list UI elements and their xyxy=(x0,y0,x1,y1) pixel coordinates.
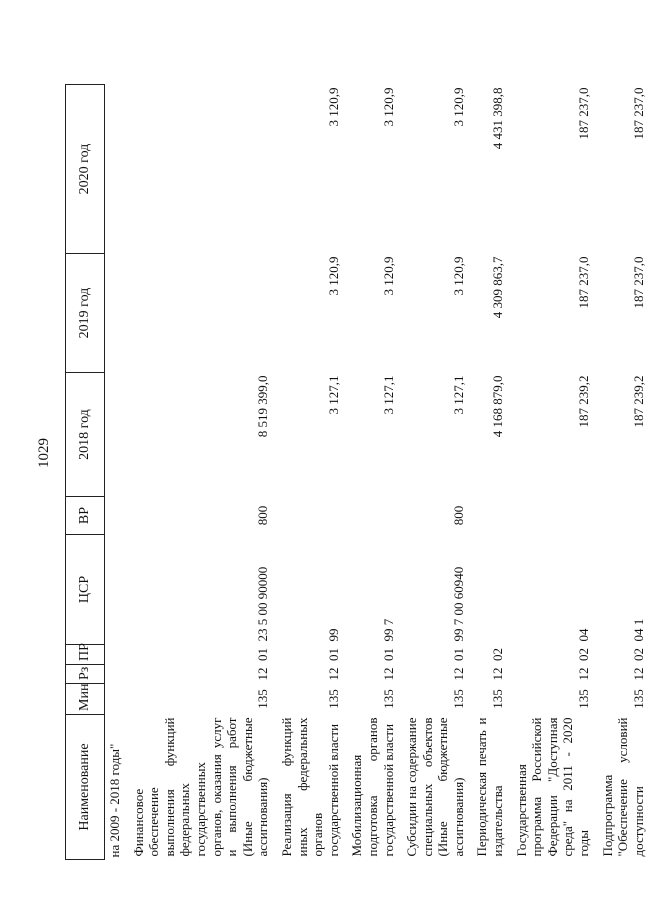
header-csr: ЦСР xyxy=(66,535,105,645)
row-min: 135 xyxy=(576,689,592,709)
table-row xyxy=(275,85,345,860)
row-name: Подпрограмма "Обеспечение условий доступности xyxy=(599,717,646,857)
row-2019: 3 120,9 xyxy=(325,256,341,296)
table-row xyxy=(127,85,275,860)
row-pr: 02 xyxy=(576,648,592,661)
row-2020: 3 120,9 xyxy=(325,87,341,127)
row-name: Государственная программа Российской Федерации "Доступная среда" на 2011 - 2020 годы xyxy=(513,717,592,857)
row-name: Субсидии на содержание специальных объектов (Иные бюджетные ассигнования) xyxy=(404,717,466,857)
row-2020: 3 120,9 xyxy=(380,87,396,127)
header-name: Наименование xyxy=(66,715,105,860)
row-2020 xyxy=(127,85,275,254)
table-header xyxy=(66,85,105,860)
row-rz: 12 xyxy=(630,667,646,681)
row-min: 135 xyxy=(380,689,396,709)
row-name: Периодическая печать и издательства xyxy=(474,717,506,857)
row-2019: 187 237,0 xyxy=(630,256,646,309)
header-2018: 2018 год xyxy=(66,373,105,497)
header-2020: 2020 год xyxy=(66,85,105,254)
row-min: 135 xyxy=(255,689,271,709)
row-vr: 800 xyxy=(450,505,466,526)
header-pr: ПР xyxy=(66,645,105,665)
row-2019: 3 120,9 xyxy=(380,256,396,296)
table-row xyxy=(596,85,650,860)
row-pr: 02 xyxy=(490,648,506,661)
row-csr: 23 5 00 90000 xyxy=(255,566,271,642)
row-vr xyxy=(275,497,345,535)
row-rz: 12 xyxy=(576,667,592,681)
row-vr xyxy=(470,497,509,535)
row-rz: 12 xyxy=(380,667,396,681)
caption-row xyxy=(105,85,127,860)
table-row xyxy=(470,85,509,860)
row-2019: 4 309 863,7 xyxy=(490,256,506,319)
header-2019: 2019 год xyxy=(66,254,105,373)
row-vr xyxy=(345,497,400,535)
row-2019 xyxy=(127,254,275,373)
row-min: 135 xyxy=(630,689,646,709)
page-number: 1029 xyxy=(35,438,52,468)
row-name: Реализация функций иных федеральных органов государственной власти xyxy=(278,717,341,857)
row-name: Финансовое обеспечение выполнения функций федеральных государственных органов, оказания услуг и выполнения работ (Иные бюджетные ассигнования) xyxy=(130,717,271,857)
row-2020: 187 237,0 xyxy=(576,87,592,140)
budget-table xyxy=(65,84,650,860)
row-csr: 04 xyxy=(576,628,592,642)
row-rz: 12 xyxy=(490,667,506,681)
row-2018: 3 127,1 xyxy=(380,375,396,415)
row-name: Мобилизационная подготовка органов государственной власти xyxy=(349,717,396,857)
table-row xyxy=(510,85,596,860)
row-vr xyxy=(510,497,596,535)
row-2018: 3 127,1 xyxy=(450,375,466,415)
row-2018: 3 127,1 xyxy=(325,375,341,415)
table-row xyxy=(345,85,400,860)
header-min: Мин xyxy=(66,684,105,715)
row-2018: 187 239,2 xyxy=(630,375,646,428)
row-min: 135 xyxy=(450,689,466,709)
row-vr xyxy=(596,497,650,535)
row-2018: 187 239,2 xyxy=(576,375,592,428)
row-rz: 12 xyxy=(325,667,341,681)
row-2018: 8 519 399,0 xyxy=(255,375,271,438)
row-2020: 4 431 398,8 xyxy=(490,87,506,150)
row-csr: 99 7 00 60940 xyxy=(450,566,466,642)
row-pr: 01 xyxy=(380,648,396,661)
row-min: 135 xyxy=(325,689,341,709)
row-min: 135 xyxy=(490,689,506,709)
header-rz: Рз xyxy=(66,665,105,684)
header-vr: ВР xyxy=(66,497,105,535)
row-pr: 01 xyxy=(450,648,466,661)
row-2020: 187 237,0 xyxy=(630,87,646,140)
row-pr: 02 xyxy=(630,648,646,661)
row-2019: 3 120,9 xyxy=(450,256,466,296)
row-csr: 99 xyxy=(325,628,341,642)
row-csr: 99 7 xyxy=(380,618,396,642)
row-2018: 4 168 879,0 xyxy=(490,375,506,438)
row-pr: 01 xyxy=(325,648,341,661)
row-2019: 187 237,0 xyxy=(576,256,592,309)
table-row xyxy=(400,85,470,860)
row-rz: 12 xyxy=(255,667,271,681)
row-pr: 01 xyxy=(255,648,271,661)
caption-text: на 2009 - 2018 годы" xyxy=(107,743,122,858)
row-csr xyxy=(470,535,509,645)
row-2020: 3 120,9 xyxy=(450,87,466,127)
row-vr: 800 xyxy=(255,505,271,526)
row-rz: 12 xyxy=(450,667,466,681)
row-csr: 04 1 xyxy=(630,618,646,642)
